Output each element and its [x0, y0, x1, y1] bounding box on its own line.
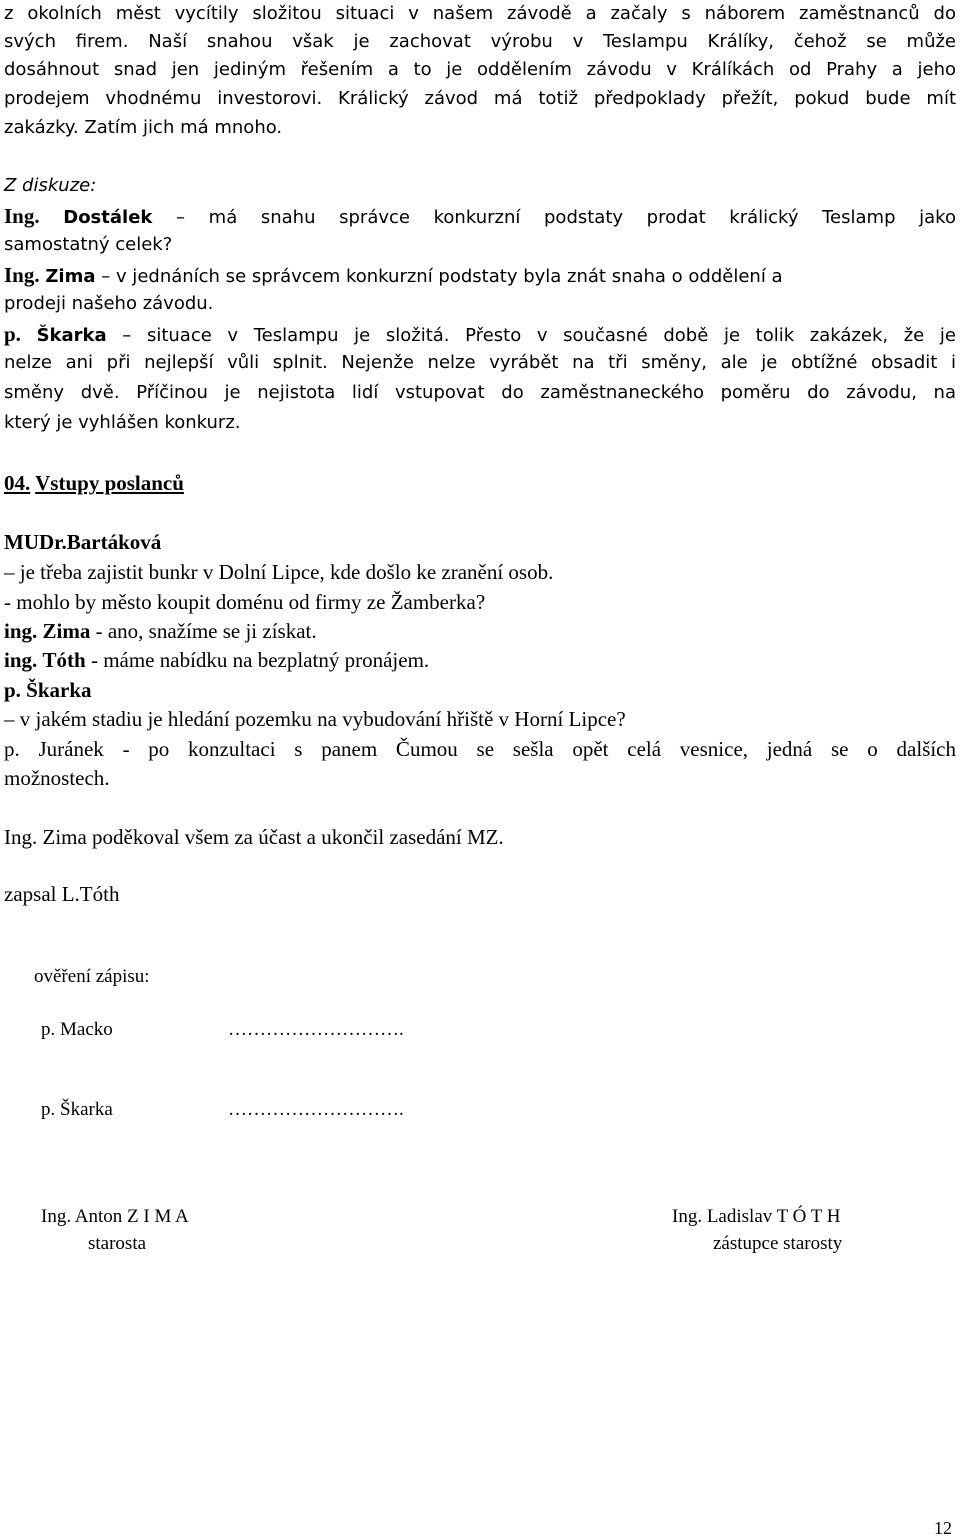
entry-title: ing. [4, 619, 38, 643]
discussion-name: Dostálek [63, 207, 153, 228]
verifier-name: p. Macko [41, 1019, 113, 1040]
intro-line-3: dosáhnout snad jen jediným řešením a to je oddělením závodu v Králíkách od Prahy a jeho [4, 59, 956, 80]
dash: – [4, 560, 15, 584]
discussion-text-cont: směny dvě. Příčinou je nejistota lidí vstupovat do zaměstnaneckého poměru do závodu, na [4, 382, 956, 403]
entry-text: - ano, snažíme se ji získat. [95, 619, 317, 643]
entry-zima [4, 617, 956, 645]
section-title: Vstupy poslanců [35, 471, 184, 495]
discussion-text: v jednáních se správcem konkurzní podstaty byla znát snaha o oddělení a [115, 266, 783, 287]
entry-name: Zima [42, 619, 91, 643]
discussion-text: má snahu správce konkurzní podstaty prodat králický Teslamp jako [208, 207, 956, 228]
entry-text-content: je třeba zajistit bunkr v Dolní Lipce, kde došlo ke zranění osob. [19, 560, 554, 584]
discussion-item-skarka [4, 320, 956, 350]
recorder: zapsal L.Tóth [4, 882, 120, 906]
discussion-text-cont: prodeji našeho závodu. [4, 293, 214, 314]
discussion-heading: Z diskuze: [4, 175, 97, 196]
entry-text-content: v jakém stadiu je hledání pozemku na vybudování hřiště v Horní Lipce? [19, 707, 626, 731]
entry-text [4, 705, 956, 733]
signatory-left-name: Ing. Anton Z I M A [41, 1206, 189, 1227]
entry-text: - mohlo by město koupit doménu od firmy ze Žamberka? [4, 590, 486, 614]
intro-line-2: svých firem. Naší snahou však je zachovat výrobu v Teslampu Králíky, čehož se může [4, 31, 956, 52]
discussion-text: situace v Teslampu je složitá. Přesto v současné době je tolik zakázek, že je [146, 325, 956, 346]
entry-text [4, 558, 956, 586]
discussion-item-zima [4, 261, 956, 291]
entry-name: p. Škarka [4, 678, 92, 702]
entry-text: - máme nabídku na bezplatný pronájem. [90, 648, 430, 672]
signature-line: ………………………. [228, 1099, 404, 1120]
verification-heading: ověření zápisu: [34, 966, 150, 987]
signatory-left-role: starosta [88, 1233, 147, 1254]
entry-text: možnostech. [4, 766, 110, 790]
discussion-item-dostalek [4, 202, 956, 232]
dash: – [101, 266, 111, 287]
section-number: 04. [4, 471, 31, 495]
dash: – [4, 707, 15, 731]
discussion-title: p. [4, 322, 21, 346]
intro-line-4: prodejem vhodnému investorovi. Králický závod má totiž předpoklady přežít, pokud bude mít [4, 88, 956, 109]
verifier-name: p. Škarka [41, 1099, 113, 1120]
discussion-title: Ing. [4, 263, 40, 287]
signatory-right-name: Ing. Ladislav T Ó T H [672, 1206, 841, 1227]
discussion-text-cont: samostatný celek? [4, 234, 173, 255]
entry-toth [4, 646, 956, 674]
dash: – [122, 325, 132, 346]
closing-text: Ing. Zima poděkoval všem za účast a ukončil zasedání MZ. [4, 825, 504, 849]
entry-text: p. Juránek - po konzultaci s panem Čumou se sešla opět celá vesnice, jedná se o dalších [4, 737, 956, 761]
discussion-title: Ing. [4, 204, 40, 228]
page-number: 12 [934, 1518, 952, 1538]
discussion-name: Škarka [36, 325, 107, 346]
discussion-name: Zima [45, 266, 96, 287]
signature-line: ………………………. [228, 1019, 404, 1040]
intro-line-5: zakázky. Zatím jich má mnoho. [4, 117, 283, 138]
section-heading [4, 469, 956, 497]
intro-line-1: z okolních měst vycítily složitou situaci v našem závodě a začaly s náborem zaměstnanců do [4, 3, 956, 24]
entry-title: ing. [4, 648, 38, 672]
dash: – [176, 207, 186, 228]
discussion-text-cont: nelze ani při nejlepší vůli splnit. Nejenže nelze vyrábět na tři směny, ale je obtížné obsadit i [4, 352, 956, 373]
discussion-text-cont: který je vyhlášen konkurz. [4, 412, 241, 433]
entry-name: MUDr.Bartáková [4, 530, 162, 554]
entry-name: Tóth [42, 648, 86, 672]
signatory-right-role: zástupce starosty [713, 1233, 843, 1254]
